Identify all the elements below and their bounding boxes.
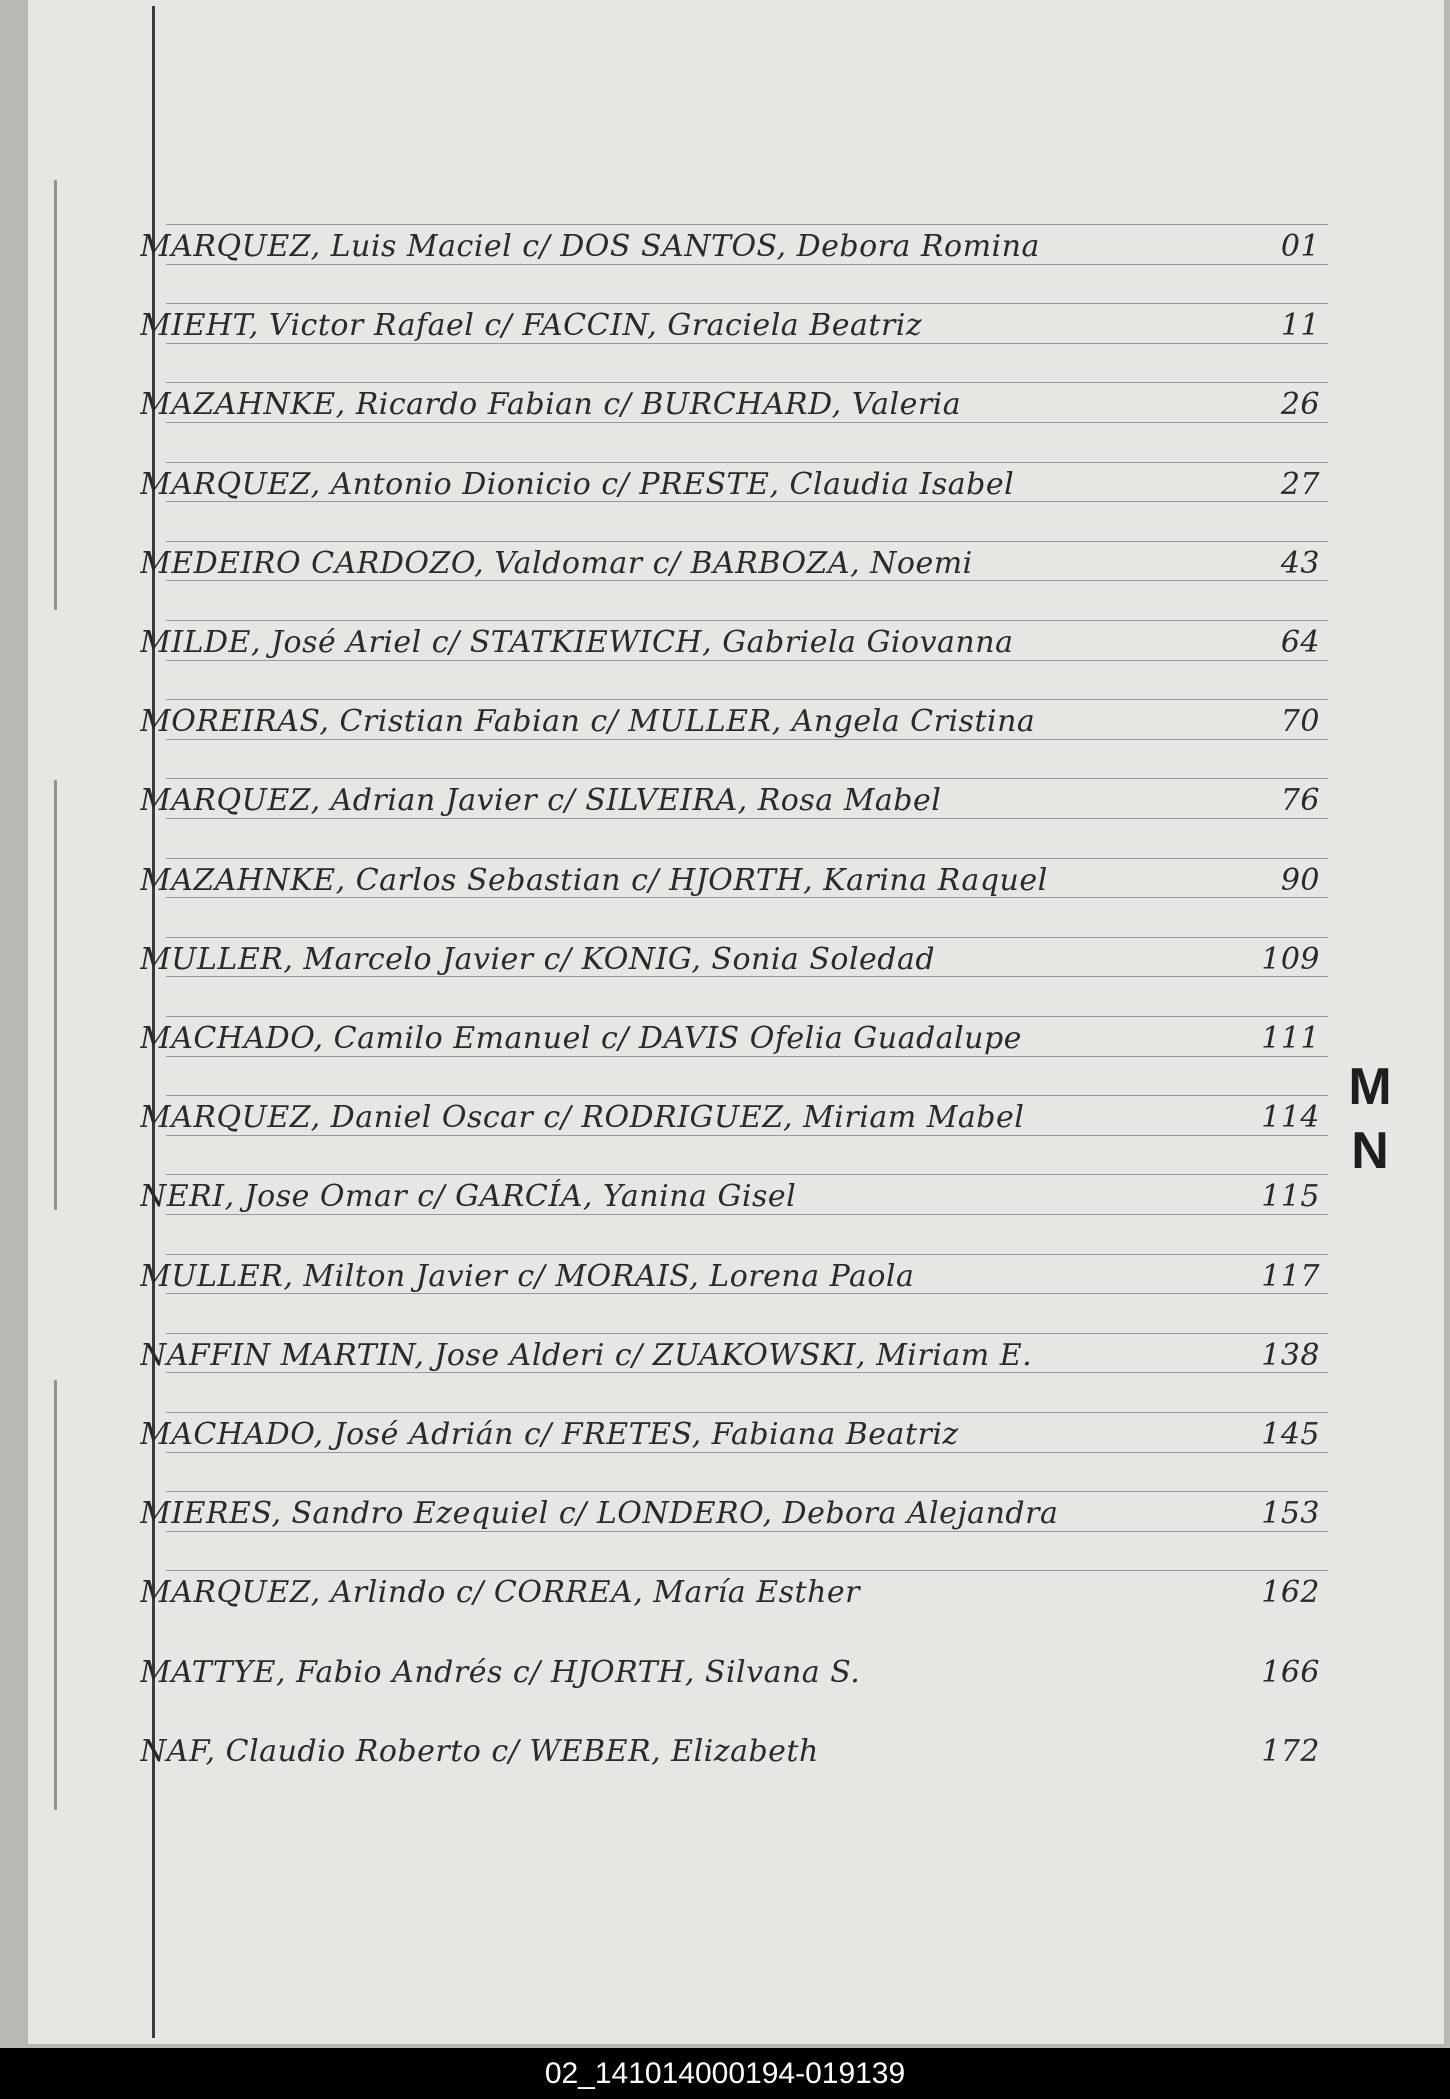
entry-row — [140, 1640, 1320, 1696]
entry-folio: 111 — [1261, 1021, 1320, 1056]
entry-row — [140, 1085, 1320, 1141]
entry-name: MATTYE, Fabio Andrés c/ HJORTH, Silvana S. — [140, 1654, 861, 1690]
entry-row — [140, 1719, 1320, 1775]
entry-row — [140, 372, 1320, 428]
entry-row — [140, 531, 1320, 587]
entry-folio: 145 — [1261, 1417, 1320, 1452]
entry-name: MEDEIRO CARDOZO, Valdomar c/ BARBOZA, Noemi — [140, 545, 973, 581]
scan-id-footer — [0, 2048, 1450, 2099]
entry-row — [140, 1402, 1320, 1458]
entry-name: MAZAHNKE, Carlos Sebastian c/ HJORTH, Karina Raquel — [140, 862, 1048, 898]
entry-folio: 115 — [1261, 1179, 1320, 1215]
entry-name: MIEHT, Victor Rafael c/ FACCIN, Graciela Beatriz — [140, 308, 923, 344]
binding-mark — [54, 780, 57, 1210]
entry-row — [140, 1006, 1320, 1062]
entry-folio: 70 — [1280, 704, 1320, 740]
scan-id-text: 02_141014000194-019139 — [544, 2056, 906, 2090]
entry-name: MOREIRAS, Cristian Fabian c/ MULLER, Angela Cristina — [140, 704, 1036, 740]
entry-name: MACHADO, José Adrián c/ FRETES, Fabiana Beatriz — [140, 1417, 959, 1452]
entry-name: NAFFIN MARTIN, Jose Alderi c/ ZUAKOWSKI, Miriam E. — [140, 1337, 1033, 1373]
entry-folio: 172 — [1261, 1733, 1320, 1769]
entry-name: NAF, Claudio Roberto c/ WEBER, Elizabeth — [140, 1733, 819, 1769]
entry-folio: 109 — [1261, 941, 1320, 977]
entry-folio: 114 — [1261, 1100, 1320, 1136]
entry-name: MULLER, Milton Javier c/ MORAIS, Lorena Paola — [140, 1258, 915, 1294]
entry-row — [140, 848, 1320, 904]
entry-folio: 27 — [1280, 466, 1320, 502]
binding-mark — [54, 180, 57, 610]
entry-folio: 26 — [1280, 387, 1320, 423]
entry-name: MARQUEZ, Luis Maciel c/ DOS SANTOS, Debora Romina — [140, 229, 1040, 264]
entry-folio: 162 — [1261, 1575, 1320, 1611]
entry-row — [140, 689, 1320, 745]
entry-row — [140, 768, 1320, 824]
entry-name: NERI, Jose Omar c/ GARCÍA, Yanina Gisel — [140, 1179, 797, 1215]
index-letter: M — [1348, 1058, 1392, 1116]
entry-row — [140, 1323, 1320, 1379]
entry-folio: 11 — [1280, 308, 1320, 344]
entry-folio: 153 — [1261, 1496, 1320, 1532]
entry-row — [140, 610, 1320, 666]
entry-row — [140, 1481, 1320, 1537]
entry-name: MARQUEZ, Daniel Oscar c/ RODRIGUEZ, Miriam Mabel — [140, 1100, 1025, 1136]
entry-folio: 01 — [1280, 229, 1320, 264]
entry-name: MAZAHNKE, Ricardo Fabian c/ BURCHARD, Valeria — [140, 387, 962, 423]
entry-folio: 166 — [1261, 1654, 1320, 1690]
entry-name: MACHADO, Camilo Emanuel c/ DAVIS Ofelia Guadalupe — [140, 1021, 1022, 1056]
entry-row — [140, 1560, 1320, 1616]
index-letter: N — [1351, 1122, 1389, 1180]
entry-folio: 90 — [1280, 862, 1320, 898]
entry-name: MARQUEZ, Antonio Dionicio c/ PRESTE, Claudia Isabel — [140, 466, 1015, 502]
entry-row — [140, 452, 1320, 508]
entry-name: MIERES, Sandro Ezequiel c/ LONDERO, Debora Alejandra — [140, 1496, 1059, 1532]
entry-row — [140, 1244, 1320, 1300]
entry-folio: 117 — [1261, 1258, 1320, 1294]
binding-mark — [54, 1380, 57, 1810]
entry-row — [140, 1164, 1320, 1220]
entry-name: MARQUEZ, Adrian Javier c/ SILVEIRA, Rosa Mabel — [140, 783, 942, 819]
entry-name: MULLER, Marcelo Javier c/ KONIG, Sonia Soledad — [140, 941, 936, 977]
entry-name: MARQUEZ, Arlindo c/ CORREA, María Esther — [140, 1575, 860, 1611]
entry-row — [140, 293, 1320, 349]
entry-folio: 43 — [1280, 545, 1320, 581]
entry-folio: 138 — [1261, 1337, 1320, 1373]
entry-name: MILDE, José Ariel c/ STATKIEWICH, Gabriela Giovanna — [140, 625, 1014, 660]
entry-row — [140, 927, 1320, 983]
index-letters — [1340, 1055, 1400, 1183]
entry-folio: 76 — [1280, 783, 1320, 819]
entry-row — [140, 214, 1320, 270]
entry-folio: 64 — [1280, 625, 1320, 660]
